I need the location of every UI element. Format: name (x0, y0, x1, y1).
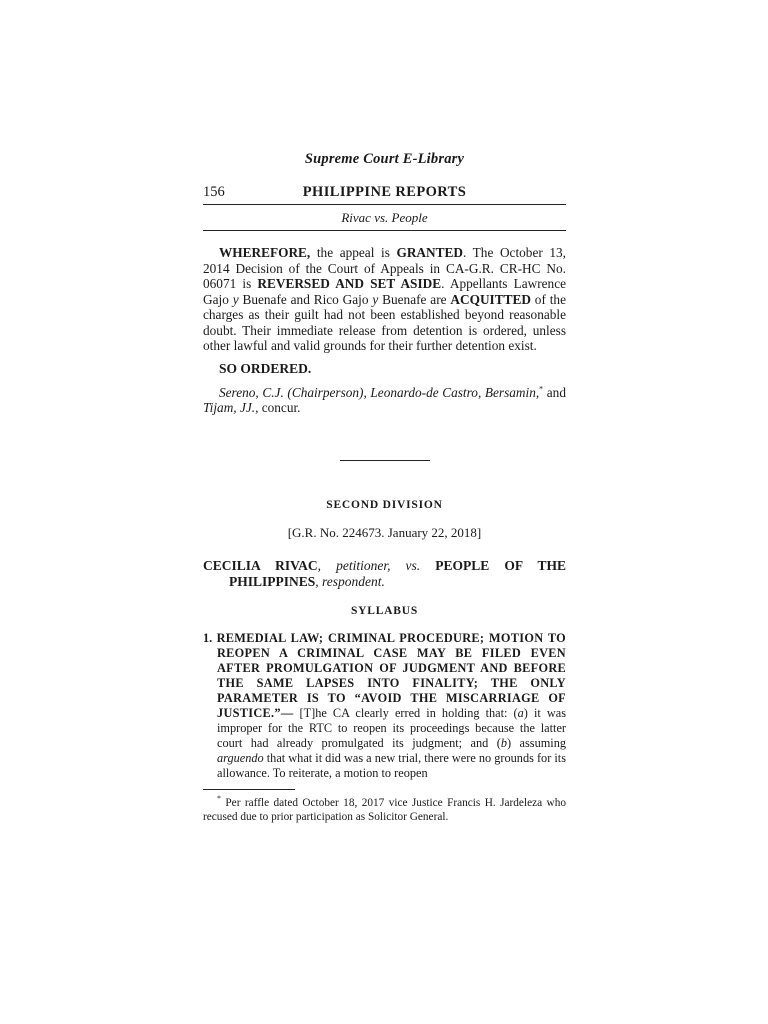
footnote-marker: * (539, 384, 544, 394)
text: a (517, 705, 524, 720)
publication-title: PHILIPPINE REPORTS (302, 184, 467, 200)
text: [T]he CA clearly erred in holding that: ( (293, 705, 518, 720)
text: ) assuming (507, 735, 566, 750)
reversed-label: REVERSED AND SET ASIDE (257, 276, 442, 291)
text: y (232, 291, 239, 307)
item-number: 1. (203, 630, 213, 645)
text: y (372, 291, 379, 307)
document-page (203, 150, 566, 824)
footnote (203, 793, 566, 824)
item-heading: REMEDIAL LAW; CRIMINAL PROCEDURE; MOTION TO REOPEN A CRIMINAL CASE MAY BE FILED EVEN AFTER PROMULGATION OF JUDGMENT AND BEFORE THE SAME LAPSES INTO FINALITY; THE ONLY PARAMETER IS TO “AVOID THE MISCARRIAGE OF JUSTICE.”— (216, 630, 566, 720)
gr-number: [G.R. No. 224673. January 22, 2018] (287, 524, 482, 540)
respondent-name: PEOPLE OF THE PHILIPPINES (229, 557, 566, 589)
syllabus-heading: SYLLABUS (350, 604, 419, 617)
text: arguendo (217, 750, 264, 765)
text: ) it was improper for the RTC to reopen its proceedings because the latter court had already promulgated its judgment; and ( (217, 705, 566, 750)
concurrence (203, 385, 566, 416)
text: Buenafe and Rico Gajo (238, 291, 373, 307)
so-ordered: SO ORDERED. (219, 360, 312, 376)
wherefore-label: WHEREFORE, (219, 245, 311, 260)
text: , respondent. (315, 573, 385, 589)
text: and (543, 384, 566, 400)
text: . Appellants Lawrence Gajo (203, 276, 566, 307)
footnote-divider (203, 789, 295, 790)
library-header: Supreme Court E-Library (304, 151, 465, 167)
page-number: 156 (203, 184, 225, 200)
tijam: Tijam, JJ., (203, 400, 259, 415)
division-heading: SECOND DIVISION (326, 498, 443, 511)
text: the appeal is (310, 245, 397, 260)
petitioner-name: CECILIA RIVAC (203, 557, 318, 573)
text: Buenafe are (378, 291, 451, 307)
section-divider (340, 460, 430, 461)
text: concur. (258, 400, 301, 415)
justices: Sereno, C.J. (Chairperson), Leonardo-de Castro, Bersamin, (219, 384, 540, 400)
acquitted-label: ACQUITTED (450, 291, 531, 307)
case-parties (203, 558, 566, 590)
footnote-marker: * (217, 793, 221, 803)
text: that what it did was a new trial, there were no grounds for its allowance. To reiterate, a motion to reopen (217, 750, 566, 780)
granted-label: GRANTED (396, 245, 463, 260)
syllabus-item (203, 631, 566, 781)
text: b (500, 735, 507, 750)
text: of the charges as their guilt had not been established beyond reasonable doubt. Their immediate release from detention is ordered, unless other lawful and valid grounds for their further detention exist. (203, 291, 566, 353)
case-title: Rivac vs. People (203, 210, 566, 231)
disposition-paragraph (203, 245, 566, 354)
running-header (203, 182, 566, 205)
footnote-text: Per raffle dated October 18, 2017 vice Justice Francis H. Jardeleza who recused due to prior participation as Solicitor General. (203, 796, 566, 823)
text: . The October 13, 2014 Decision of the Court of Appeals in CA-G.R. CR-HC No. 06071 is (203, 245, 566, 291)
text: , petitioner, vs. (317, 557, 436, 573)
